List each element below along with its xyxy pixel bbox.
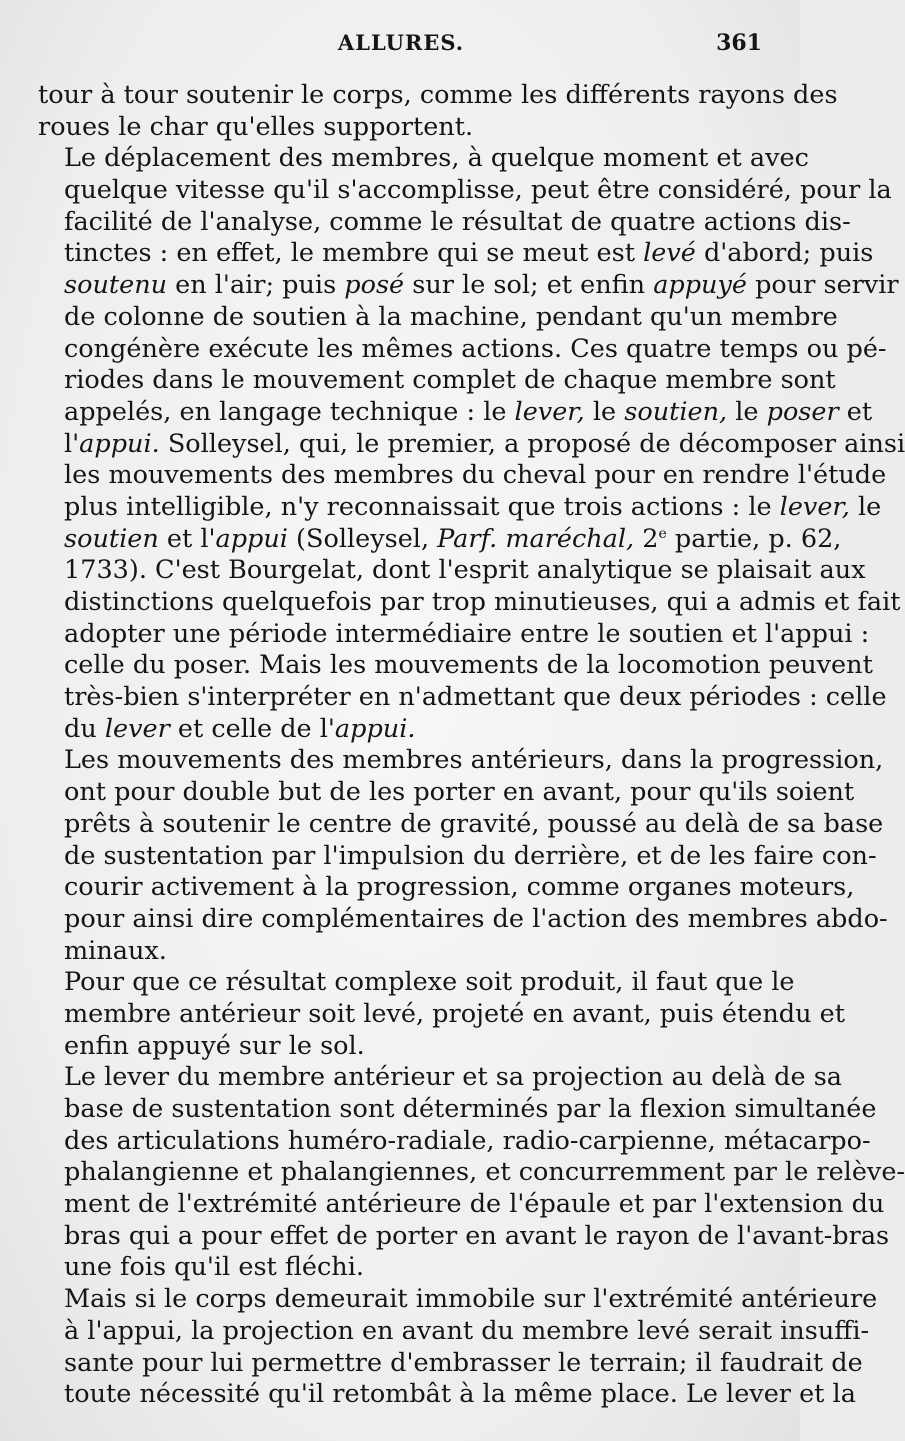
text-line: prêts à soutenir le centre de gravité, poussé au delà de sa base bbox=[64, 808, 884, 839]
paragraph-p1 bbox=[38, 80, 838, 143]
text-line: soutenu en l'air; puis posé sur le sol; et enfin appuyé pour servir bbox=[64, 270, 899, 301]
text-line: à l'appui, la projection en avant du membre levé serait insuffi- bbox=[64, 1315, 870, 1346]
text-line: de sustentation par l'impulsion du derrière, et de les faire con- bbox=[64, 840, 877, 871]
paragraph-p5 bbox=[38, 1062, 905, 1284]
text-line: phalangienne et phalangiennes, et concurremment par le relève- bbox=[64, 1157, 905, 1188]
text-line: de colonne de soutien à la machine, pendant qu'un membre bbox=[64, 301, 838, 332]
paragraph-p3 bbox=[38, 745, 888, 967]
text-line: distinctions quelquefois par trop minutieuses, qui a admis et fait bbox=[64, 587, 901, 617]
text-line: adopter une période intermédiaire entre le soutien et l'appui : bbox=[64, 618, 870, 649]
text-line: courir activement à la progression, comme organes moteurs, bbox=[64, 872, 855, 903]
text-line: plus intelligible, n'y reconnaissait que trois actions : le lever, le bbox=[64, 491, 882, 522]
text-line: Le déplacement des membres, à quelque moment et avec bbox=[64, 143, 809, 174]
text-line: des articulations huméro-radiale, radio-carpienne, métacarpo- bbox=[64, 1125, 871, 1156]
text-line: riodes dans le mouvement complet de chaque membre sont bbox=[64, 365, 836, 396]
text-line: Le lever du membre antérieur et sa projection au delà de sa bbox=[64, 1062, 842, 1093]
page-number: 361 bbox=[716, 30, 762, 56]
text-line: ont pour double but de les porter en avant, pour qu'ils soient bbox=[64, 777, 855, 808]
text-line: Mais si le corps demeurait immobile sur l'extrémité antérieure bbox=[64, 1284, 878, 1315]
paragraph-p4 bbox=[38, 967, 845, 1062]
text-line: roues le char qu'elles supportent. bbox=[38, 111, 474, 142]
text-line: base de sustentation sont déterminés par la flexion simultanée bbox=[64, 1094, 877, 1124]
text-line: enfin appuyé sur le sol. bbox=[64, 1030, 365, 1061]
running-title: ALLURES. bbox=[337, 30, 465, 55]
text-line: facilité de l'analyse, comme le résultat de quatre actions dis- bbox=[64, 206, 851, 237]
paragraph-p6 bbox=[38, 1284, 878, 1411]
text-line: 1733). C'est Bourgelat, dont l'esprit analytique se plaisait aux bbox=[64, 555, 866, 586]
text-line: une fois qu'il est fléchi. bbox=[64, 1252, 364, 1283]
text-line: sante pour lui permettre d'embrasser le terrain; il faudrait de bbox=[64, 1347, 863, 1378]
text-line: très-bien s'interpréter en n'admettant que deux périodes : celle bbox=[64, 682, 887, 713]
text-line: quelque vitesse qu'il s'accomplisse, peut être considéré, pour la bbox=[64, 175, 892, 206]
text-line: celle du poser. Mais les mouvements de la locomotion peuvent bbox=[64, 650, 873, 681]
text-line: appelés, en langage technique : le lever, le soutien, le poser et bbox=[64, 396, 873, 427]
text-line: Pour que ce résultat complexe soit produit, il faut que le bbox=[64, 967, 795, 998]
text-line: minaux. bbox=[64, 935, 167, 966]
page-header bbox=[40, 30, 762, 60]
text-line: du lever et celle de l'appui. bbox=[64, 713, 416, 744]
paragraph-p2 bbox=[38, 143, 905, 745]
page-body-text bbox=[38, 80, 905, 1411]
text-line: soutien et l'appui (Solleysel, Parf. maréchal, 2e partie, p. 62, bbox=[64, 523, 842, 554]
text-line: tinctes : en effet, le membre qui se meut est levé d'abord; puis bbox=[64, 238, 874, 269]
text-line: Les mouvements des membres antérieurs, dans la progression, bbox=[64, 745, 884, 776]
text-line: congénère exécute les mêmes actions. Ces quatre temps ou pé- bbox=[64, 333, 887, 364]
text-line: pour ainsi dire complémentaires de l'action des membres abdo- bbox=[64, 903, 888, 934]
text-line: tour à tour soutenir le corps, comme les différents rayons des bbox=[38, 80, 838, 110]
text-line: bras qui a pour effet de porter en avant le rayon de l'avant-bras bbox=[64, 1220, 890, 1251]
text-line: l'appui. Solleysel, qui, le premier, a proposé de décomposer ainsi bbox=[64, 428, 905, 459]
text-line: toute nécessité qu'il retombât à la même place. Le lever et la bbox=[64, 1379, 856, 1410]
text-line: ment de l'extrémité antérieure de l'épaule et par l'extension du bbox=[64, 1189, 885, 1220]
text-line: les mouvements des membres du cheval pour en rendre l'étude bbox=[64, 460, 887, 491]
text-line: membre antérieur soit levé, projeté en avant, puis étendu et bbox=[64, 998, 845, 1029]
